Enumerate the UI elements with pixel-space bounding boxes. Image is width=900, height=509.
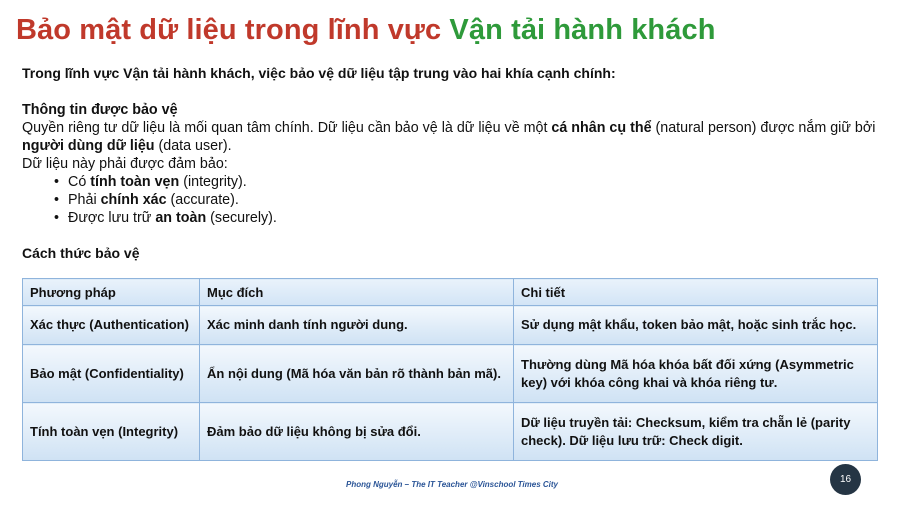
- protected-info-paragraph-2: Dữ liệu này phải được đảm bảo:: [22, 156, 228, 172]
- slide-title: [16, 14, 716, 47]
- column-header-method: Phương pháp: [23, 279, 200, 306]
- table-cell: Tính toàn vẹn (Integrity): [23, 403, 200, 461]
- bullet-post: (accurate).: [166, 192, 239, 208]
- bullet-bold: chính xác: [100, 192, 167, 208]
- p1-bold-data-user: người dùng dữ liệu: [22, 138, 155, 154]
- bullet-pre: Phải: [68, 192, 101, 208]
- list-item: [54, 209, 882, 227]
- table-cell: Đảm bảo dữ liệu không bị sửa đổi.: [200, 403, 514, 461]
- table-cell: Xác thực (Authentication): [23, 306, 200, 345]
- page-number-badge: 16: [830, 464, 861, 495]
- bullet-bold: tính toàn vẹn: [90, 174, 180, 190]
- p1-text-e: (data user).: [154, 138, 232, 154]
- column-header-details: Chi tiết: [514, 279, 878, 306]
- table-cell: Bảo mật (Confidentiality): [23, 345, 200, 403]
- list-item: [54, 191, 882, 209]
- table-row: [23, 306, 878, 345]
- table-cell: Xác minh danh tính người dung.: [200, 306, 514, 345]
- methods-heading: Cách thức bảo vệ: [22, 245, 140, 261]
- table-cell: Dữ liệu truyền tải: Checksum, kiểm tra chẵn lẻ (parity check). Dữ liệu lưu trữ: Check digit.: [514, 403, 878, 461]
- p1-text-a: Quyền riêng tư dữ liệu là mối quan tâm chính. Dữ liệu cần bảo vệ là dữ liệu về một: [22, 120, 552, 136]
- methods-table: [22, 278, 878, 461]
- column-header-purpose: Mục đích: [200, 279, 514, 306]
- table-row: [23, 403, 878, 461]
- protected-info-section: [22, 101, 882, 227]
- title-part-1: Bảo mật dữ liệu trong lĩnh vực: [16, 14, 450, 46]
- p1-bold-natural-person: cá nhân cụ thể: [551, 120, 652, 136]
- table-row: [23, 345, 878, 403]
- bullet-bold: an toàn: [155, 210, 207, 226]
- bullet-pre: Được lưu trữ: [68, 210, 156, 226]
- intro-text: Trong lĩnh vực Vận tải hành khách, việc bảo vệ dữ liệu tập trung vào hai khía cạnh chính:: [22, 65, 616, 81]
- requirements-list: [54, 173, 882, 227]
- table-cell: Sử dụng mật khẩu, token bảo mật, hoặc sinh trắc học.: [514, 306, 878, 345]
- bullet-pre: Có: [68, 174, 91, 190]
- title-part-2: Vận tải hành khách: [449, 14, 716, 46]
- table-header-row: [23, 279, 878, 306]
- bullet-post: (integrity).: [179, 174, 247, 190]
- list-item: [54, 173, 882, 191]
- footer-credit: Phong Nguyễn – The IT Teacher @Vinschool Times City: [346, 480, 558, 489]
- bullet-post: (securely).: [206, 210, 277, 226]
- p1-text-c: (natural person) được nắm giữ bởi: [651, 120, 876, 136]
- table-cell: Thường dùng Mã hóa khóa bất đối xứng (Asymmetric key) với khóa công khai và khóa riêng tư.: [514, 345, 878, 403]
- table-cell: Ẩn nội dung (Mã hóa văn bản rõ thành bản mã).: [200, 345, 514, 403]
- protected-info-paragraph-1: [22, 119, 882, 155]
- protected-info-heading: Thông tin được bảo vệ: [22, 102, 178, 118]
